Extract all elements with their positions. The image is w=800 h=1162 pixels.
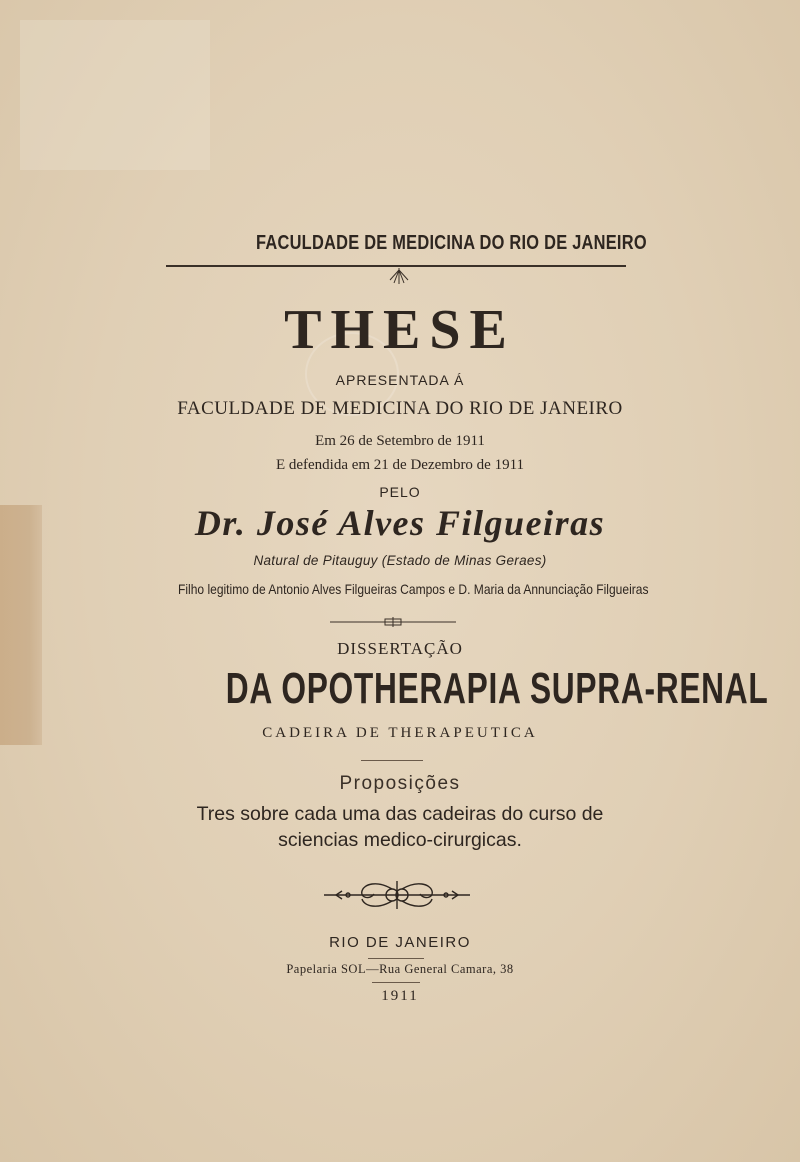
- author-name: Dr. José Alves Filgueiras: [194, 503, 606, 543]
- chair-name: CADEIRA DE THERAPEUTICA: [262, 725, 538, 741]
- divider-flourish-icon: [330, 616, 456, 628]
- defended-date: E defendida em 21 de Dezembro de 1911: [275, 457, 525, 473]
- by-label: PELO: [379, 484, 421, 500]
- short-rule: [368, 958, 424, 959]
- thesis-title-page: FACULDADE DE MEDICINA DO RIO DE JANEIRO THESE APRESENTADA Á FACULDADE DE MEDICINA DO RIO DE JANEIRO Em 26 de Setembro de 1911 E defendida em 21 de Dezembro de 1911 PELO Dr. José Alves Filgueiras Natural de Pitauguy (Estado de Minas Geraes) Filho legitimo de Antonio Alves Filgueiras Campos e D. Maria da Annunciação Filgueiras DISSERTAÇÃO DA OPOTHERAPIA SUPRA-RENAL CADEIRA DE THERAPEUTICA Proposições Tres sobre cada uma das cadeiras do curso de sciencias medico-cirurgicas. RIO DE JANEIRO Papelaria SOL—Rua General Camara, 38 1911: [0, 0, 800, 1162]
- thesis-title: THESE: [284, 299, 516, 361]
- propositions-text: Tres sobre cada uma das cadeiras do curso de: [196, 803, 604, 825]
- author-birthplace: Natural de Pitauguy (Estado de Minas Geraes): [253, 553, 547, 568]
- publication-year: 1911: [381, 988, 419, 1004]
- propositions-label: Proposições: [339, 773, 461, 794]
- faded-patch: [20, 20, 210, 170]
- dissertation-label: DISSERTAÇÃO: [337, 639, 463, 658]
- dissertation-title: DA OPOTHERAPIA SUPRA-RENAL: [225, 664, 769, 713]
- presented-to: APRESENTADA Á: [335, 372, 465, 388]
- scroll-ornament-icon: [322, 878, 472, 912]
- publisher: Papelaria SOL—Rua General Camara, 38: [286, 962, 514, 976]
- presented-date: Em 26 de Setembro de 1911: [315, 433, 485, 449]
- flourish-icon: [382, 266, 416, 286]
- city: RIO DE JANEIRO: [329, 934, 471, 951]
- short-rule: [372, 982, 420, 983]
- faculty-header: FACULDADE DE MEDICINA DO RIO DE JANEIRO: [256, 232, 647, 254]
- propositions-text: sciencias medico-cirurgicas.: [278, 829, 522, 851]
- faculty-name: FACULDADE DE MEDICINA DO RIO DE JANEIRO: [177, 398, 623, 419]
- short-rule: [361, 760, 423, 761]
